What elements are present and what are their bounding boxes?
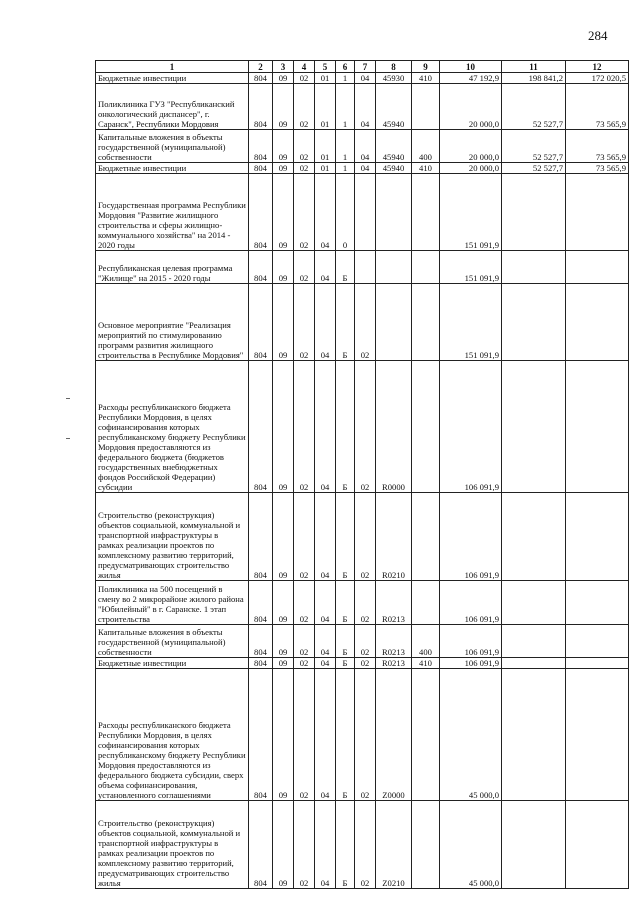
- column-header: 12: [566, 61, 629, 73]
- cell-col-12: [566, 581, 629, 625]
- cell-col-3: 09: [273, 361, 294, 493]
- cell-col-6: Б: [336, 251, 355, 284]
- column-number-row: [96, 61, 629, 73]
- cell-col-5: 01: [315, 73, 336, 84]
- cell-col-3: 09: [273, 284, 294, 361]
- cell-col-7: 04: [355, 163, 376, 174]
- cell-col-12: [566, 174, 629, 251]
- cell-col-2: 804: [249, 130, 273, 163]
- row-name-cell: Капитальные вложения в объекты государственной (муниципальной) собственности: [96, 625, 249, 658]
- cell-col-2: 804: [249, 73, 273, 84]
- cell-col-8: R0213: [376, 581, 412, 625]
- cell-col-12: [566, 284, 629, 361]
- table-row: [96, 658, 629, 669]
- column-header: 10: [440, 61, 502, 73]
- cell-col-9: [412, 284, 440, 361]
- cell-col-9: [412, 251, 440, 284]
- cell-col-11: [502, 669, 566, 801]
- column-header: 7: [355, 61, 376, 73]
- table-row: [96, 581, 629, 625]
- cell-col-5: 01: [315, 84, 336, 130]
- cell-col-9: [412, 84, 440, 130]
- cell-col-8: R0213: [376, 658, 412, 669]
- table-row: [96, 251, 629, 284]
- cell-col-12: [566, 361, 629, 493]
- cell-col-6: Б: [336, 801, 355, 889]
- cell-col-7: 02: [355, 669, 376, 801]
- cell-col-6: Б: [336, 669, 355, 801]
- cell-col-4: 02: [294, 669, 315, 801]
- column-header: 11: [502, 61, 566, 73]
- cell-col-8: 45940: [376, 130, 412, 163]
- cell-col-7: 04: [355, 84, 376, 130]
- cell-col-5: 04: [315, 801, 336, 889]
- cell-col-7: [355, 251, 376, 284]
- row-name-cell: Капитальные вложения в объекты государственной (муниципальной) собственности: [96, 130, 249, 163]
- cell-col-3: 09: [273, 669, 294, 801]
- row-name-cell: Расходы республиканского бюджета Республики Мордовия, в целях софинансирования которых республиканскому бюджету Республики Мордовия предоставляются из федерального бюджета субсидии, сверх объема софинансирования, установленного соглашениями: [96, 669, 249, 801]
- table-row: [96, 493, 629, 581]
- cell-col-10: 151 091,9: [440, 284, 502, 361]
- row-name-cell: Строительство (реконструкция) объектов социальной, коммунальной и транспортной инфраструктуры в рамках реализации проектов по комплексному развитию территорий, предусматривающих строительство жилья: [96, 493, 249, 581]
- cell-col-7: 02: [355, 801, 376, 889]
- cell-col-3: 09: [273, 174, 294, 251]
- cell-col-11: [502, 361, 566, 493]
- cell-col-12: [566, 669, 629, 801]
- cell-col-10: 106 091,9: [440, 581, 502, 625]
- cell-col-9: 410: [412, 658, 440, 669]
- column-header: 4: [294, 61, 315, 73]
- cell-col-11: [502, 284, 566, 361]
- cell-col-4: 02: [294, 174, 315, 251]
- cell-col-2: 804: [249, 284, 273, 361]
- cell-col-7: 02: [355, 625, 376, 658]
- budget-table: [95, 60, 629, 889]
- cell-col-12: 73 565,9: [566, 130, 629, 163]
- margin-mark: [66, 438, 70, 439]
- column-header: 2: [249, 61, 273, 73]
- cell-col-5: 04: [315, 669, 336, 801]
- cell-col-4: 02: [294, 581, 315, 625]
- table-row: [96, 625, 629, 658]
- cell-col-3: 09: [273, 73, 294, 84]
- cell-col-6: Б: [336, 284, 355, 361]
- cell-col-9: [412, 801, 440, 889]
- cell-col-9: 400: [412, 130, 440, 163]
- cell-col-7: 02: [355, 658, 376, 669]
- cell-col-5: 04: [315, 361, 336, 493]
- cell-col-11: [502, 251, 566, 284]
- cell-col-10: 47 192,9: [440, 73, 502, 84]
- cell-col-4: 02: [294, 801, 315, 889]
- cell-col-4: 02: [294, 361, 315, 493]
- cell-col-7: 04: [355, 73, 376, 84]
- cell-col-5: 04: [315, 658, 336, 669]
- cell-col-12: [566, 658, 629, 669]
- cell-col-6: 1: [336, 84, 355, 130]
- cell-col-8: [376, 174, 412, 251]
- cell-col-3: 09: [273, 493, 294, 581]
- table-row: [96, 163, 629, 174]
- row-name-cell: Поликлиника ГУЗ "Республиканский онкологический диспансер", г. Саранск", Республики Мордовия: [96, 84, 249, 130]
- row-name-cell: Основное мероприятие "Реализация мероприятий по стимулированию программ развития жилищного строительства в Республике Мордовия": [96, 284, 249, 361]
- cell-col-2: 804: [249, 625, 273, 658]
- cell-col-5: 04: [315, 174, 336, 251]
- cell-col-8: [376, 251, 412, 284]
- cell-col-10: 106 091,9: [440, 625, 502, 658]
- table-row: [96, 73, 629, 84]
- cell-col-11: [502, 174, 566, 251]
- cell-col-2: 804: [249, 361, 273, 493]
- cell-col-6: Б: [336, 625, 355, 658]
- cell-col-10: 20 000,0: [440, 130, 502, 163]
- cell-col-8: R0000: [376, 361, 412, 493]
- cell-col-8: 45940: [376, 163, 412, 174]
- row-name-cell: Республиканская целевая программа "Жилище" на 2015 - 2020 годы: [96, 251, 249, 284]
- cell-col-5: 04: [315, 581, 336, 625]
- column-header: 6: [336, 61, 355, 73]
- cell-col-6: Б: [336, 581, 355, 625]
- cell-col-7: 02: [355, 493, 376, 581]
- cell-col-7: 02: [355, 284, 376, 361]
- cell-col-6: Б: [336, 658, 355, 669]
- row-name-cell: Строительство (реконструкция) объектов социальной, коммунальной и транспортной инфраструктуры в рамках реализации проектов по комплексному развитию территорий, предусматривающих строительство жилья: [96, 801, 249, 889]
- cell-col-2: 804: [249, 669, 273, 801]
- column-header: 9: [412, 61, 440, 73]
- cell-col-3: 09: [273, 625, 294, 658]
- cell-col-3: 09: [273, 801, 294, 889]
- cell-col-6: 1: [336, 130, 355, 163]
- cell-col-3: 09: [273, 251, 294, 284]
- cell-col-8: R0213: [376, 625, 412, 658]
- cell-col-11: 52 527,7: [502, 130, 566, 163]
- cell-col-10: 20 000,0: [440, 163, 502, 174]
- cell-col-8: Z0210: [376, 801, 412, 889]
- cell-col-10: 106 091,9: [440, 493, 502, 581]
- cell-col-12: [566, 625, 629, 658]
- cell-col-10: 45 000,0: [440, 801, 502, 889]
- cell-col-11: [502, 493, 566, 581]
- cell-col-4: 02: [294, 130, 315, 163]
- cell-col-4: 02: [294, 73, 315, 84]
- cell-col-4: 02: [294, 284, 315, 361]
- cell-col-3: 09: [273, 581, 294, 625]
- cell-col-12: 73 565,9: [566, 84, 629, 130]
- cell-col-2: 804: [249, 174, 273, 251]
- cell-col-2: 804: [249, 801, 273, 889]
- cell-col-4: 02: [294, 493, 315, 581]
- column-header: 3: [273, 61, 294, 73]
- cell-col-7: [355, 174, 376, 251]
- cell-col-6: Б: [336, 493, 355, 581]
- row-name-cell: Расходы республиканского бюджета Республики Мордовия, в целях софинансирования которых республиканскому бюджету Республики Мордовия предоставляются из федерального бюджета (бюджетов государственных внебюджетных фондов Российской Федерации) субсидии: [96, 361, 249, 493]
- cell-col-12: [566, 251, 629, 284]
- cell-col-2: 804: [249, 163, 273, 174]
- cell-col-6: 0: [336, 174, 355, 251]
- cell-col-9: [412, 493, 440, 581]
- margin-mark: [66, 398, 70, 399]
- cell-col-9: [412, 669, 440, 801]
- table-row: [96, 174, 629, 251]
- cell-col-11: 198 841,2: [502, 73, 566, 84]
- cell-col-12: [566, 493, 629, 581]
- cell-col-11: [502, 625, 566, 658]
- cell-col-8: 45940: [376, 84, 412, 130]
- cell-col-12: 73 565,9: [566, 163, 629, 174]
- cell-col-6: Б: [336, 361, 355, 493]
- cell-col-7: 04: [355, 130, 376, 163]
- cell-col-9: 400: [412, 625, 440, 658]
- cell-col-4: 02: [294, 84, 315, 130]
- cell-col-5: 04: [315, 493, 336, 581]
- row-name-cell: Бюджетные инвестиции: [96, 163, 249, 174]
- cell-col-8: [376, 284, 412, 361]
- cell-col-10: 151 091,9: [440, 251, 502, 284]
- cell-col-8: 45930: [376, 73, 412, 84]
- table-row: [96, 801, 629, 889]
- cell-col-2: 804: [249, 84, 273, 130]
- cell-col-3: 09: [273, 84, 294, 130]
- cell-col-12: [566, 801, 629, 889]
- cell-col-10: 151 091,9: [440, 174, 502, 251]
- cell-col-10: 45 000,0: [440, 669, 502, 801]
- cell-col-7: 02: [355, 581, 376, 625]
- cell-col-6: 1: [336, 73, 355, 84]
- cell-col-11: 52 527,7: [502, 163, 566, 174]
- cell-col-4: 02: [294, 251, 315, 284]
- cell-col-3: 09: [273, 130, 294, 163]
- cell-col-5: 04: [315, 625, 336, 658]
- table-row: [96, 361, 629, 493]
- cell-col-2: 804: [249, 658, 273, 669]
- row-name-cell: Бюджетные инвестиции: [96, 658, 249, 669]
- cell-col-11: 52 527,7: [502, 84, 566, 130]
- cell-col-8: Z0000: [376, 669, 412, 801]
- cell-col-7: 02: [355, 361, 376, 493]
- cell-col-12: 172 020,5: [566, 73, 629, 84]
- table-row: [96, 84, 629, 130]
- table-row: [96, 669, 629, 801]
- cell-col-10: 106 091,9: [440, 658, 502, 669]
- column-header: 1: [96, 61, 249, 73]
- cell-col-5: 01: [315, 163, 336, 174]
- cell-col-11: [502, 658, 566, 669]
- cell-col-3: 09: [273, 163, 294, 174]
- cell-col-9: [412, 581, 440, 625]
- cell-col-5: 04: [315, 284, 336, 361]
- cell-col-10: 106 091,9: [440, 361, 502, 493]
- column-header: 5: [315, 61, 336, 73]
- cell-col-11: [502, 581, 566, 625]
- cell-col-5: 01: [315, 130, 336, 163]
- row-name-cell: Бюджетные инвестиции: [96, 73, 249, 84]
- cell-col-2: 804: [249, 493, 273, 581]
- page-number: 284: [588, 28, 608, 43]
- cell-col-9: [412, 361, 440, 493]
- cell-col-4: 02: [294, 163, 315, 174]
- cell-col-2: 804: [249, 581, 273, 625]
- cell-col-8: R0210: [376, 493, 412, 581]
- row-name-cell: Поликлиника на 500 посещений в смену во 2 микрорайоне жилого района "Юбилейный" в г. Саранске. 1 этап строительства: [96, 581, 249, 625]
- cell-col-9: 410: [412, 163, 440, 174]
- cell-col-10: 20 000,0: [440, 84, 502, 130]
- cell-col-9: 410: [412, 73, 440, 84]
- cell-col-2: 804: [249, 251, 273, 284]
- cell-col-6: 1: [336, 163, 355, 174]
- cell-col-5: 04: [315, 251, 336, 284]
- table-row: [96, 284, 629, 361]
- cell-col-3: 09: [273, 658, 294, 669]
- cell-col-9: [412, 174, 440, 251]
- cell-col-11: [502, 801, 566, 889]
- row-name-cell: Государственная программа Республики Мордовия "Развитие жилищного строительства и сферы жилищно-коммунального хозяйства" на 2014 - 2020 годы: [96, 174, 249, 251]
- column-header: 8: [376, 61, 412, 73]
- table-row: [96, 130, 629, 163]
- cell-col-4: 02: [294, 625, 315, 658]
- cell-col-4: 02: [294, 658, 315, 669]
